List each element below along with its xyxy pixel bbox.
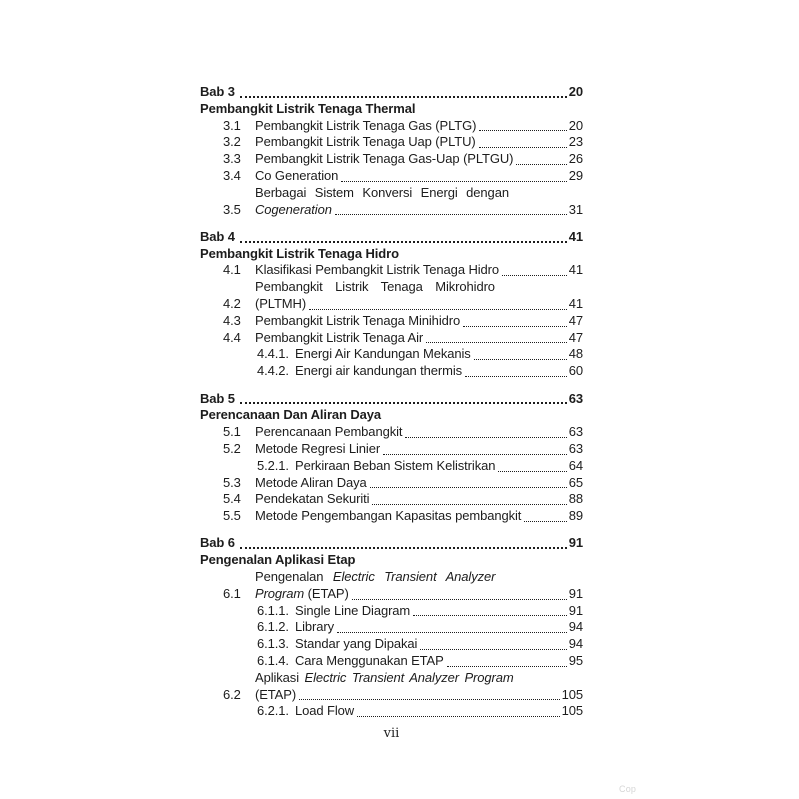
- entry-line: [295, 346, 583, 363]
- dot-leader: [420, 649, 566, 650]
- entry-text: Single Line Diagram: [295, 602, 411, 618]
- dot-leader: [426, 342, 567, 343]
- entry-content: [255, 670, 583, 704]
- entry-text: (PLTMH): [255, 296, 307, 312]
- toc-entry: [200, 185, 583, 219]
- entry-page-number: 105: [561, 703, 583, 719]
- entry-page-number: 26: [568, 151, 583, 167]
- entry-page-number: 23: [568, 134, 583, 150]
- entry-content: [255, 262, 583, 279]
- entry-line: [255, 424, 583, 441]
- dot-leader: [372, 504, 566, 505]
- entry-page-number: 29: [568, 167, 583, 183]
- entry-line: [255, 134, 583, 151]
- entry-page-number: 65: [568, 474, 583, 490]
- dot-leader: [463, 326, 567, 327]
- entry-line: [295, 363, 583, 380]
- entry-content: [255, 313, 583, 330]
- toc-entry: [200, 313, 583, 330]
- entry-text: Metode Pengembangan Kapasitas pembangkit: [255, 508, 522, 524]
- entry-page-number: 95: [568, 653, 583, 668]
- entry-number: 5.3: [223, 474, 241, 490]
- toc-entry: [200, 363, 583, 380]
- toc-entry: [200, 569, 583, 603]
- entry-text: Pembangkit Listrik Tenaga Mikrohidro: [255, 279, 495, 295]
- entry-page-number: 31: [568, 201, 583, 217]
- toc-entry: [200, 168, 583, 185]
- entry-line: [255, 670, 583, 687]
- dot-leader: [383, 454, 567, 455]
- dot-leader: [479, 147, 567, 148]
- entry-content: [255, 118, 583, 135]
- entry-text: Klasifikasi Pembangkit Listrik Tenaga Hidro: [255, 262, 500, 278]
- entry-text: Program: [255, 585, 305, 601]
- table-of-contents: [200, 84, 583, 731]
- toc-chapter-row: [200, 229, 583, 246]
- entry-line: [295, 619, 583, 636]
- chapter-label: Bab 6: [200, 535, 235, 551]
- dot-leader: [474, 359, 567, 360]
- entry-text: Perkiraan Beban Sistem Kelistrikan: [295, 457, 496, 473]
- chapter-page-number: 41: [568, 228, 583, 244]
- toc-entry: [200, 636, 583, 653]
- dot-leader: [498, 471, 566, 472]
- entry-line: [255, 491, 583, 508]
- entry-text: Co Generation: [255, 167, 339, 183]
- entry-text: Pembangkit Listrik Tenaga Minihidro: [255, 312, 461, 328]
- entry-number: 4.1: [223, 262, 241, 278]
- entry-text: Electric Transient Analyzer Program: [304, 669, 514, 685]
- entry-content: [255, 134, 583, 151]
- dot-leader: [465, 376, 567, 377]
- dot-leader: [370, 487, 567, 488]
- dot-leader: [337, 632, 567, 633]
- entry-content: [255, 279, 583, 313]
- entry-text: Load Flow: [295, 703, 355, 719]
- toc-entry: [200, 703, 583, 720]
- toc-entry: [200, 151, 583, 168]
- chapter-label: Bab 3: [200, 84, 235, 99]
- entry-number: 6.1: [223, 585, 241, 601]
- dot-leader: [240, 402, 567, 404]
- entry-number: 6.1.2.: [257, 619, 289, 635]
- entry-content: [255, 185, 583, 219]
- entry-line: [255, 569, 583, 586]
- dot-leader: [240, 241, 567, 243]
- entry-content: [295, 653, 583, 670]
- entry-number: 6.1.3.: [257, 636, 289, 652]
- entry-number: 5.2: [223, 440, 241, 456]
- entry-line: [255, 313, 583, 330]
- toc-entry: [200, 491, 583, 508]
- entry-line: [255, 185, 583, 202]
- entry-content: [255, 491, 583, 508]
- entry-number: 3.2: [223, 134, 241, 150]
- chapter-page-number: 91: [568, 535, 583, 551]
- entry-number: 3.4: [223, 167, 241, 183]
- entry-line: [255, 330, 583, 347]
- entry-text: Pembangkit Listrik Tenaga Gas (PLTG): [255, 117, 477, 133]
- toc-chapter-row: [200, 391, 583, 408]
- entry-text: Electric Transient Analyzer: [332, 569, 496, 585]
- dot-leader: [502, 275, 567, 276]
- entry-line: [255, 168, 583, 185]
- entry-number: 5.5: [223, 508, 241, 524]
- entry-number: 5.1: [223, 424, 241, 440]
- entry-text: Metode Aliran Daya: [255, 474, 367, 490]
- dot-leader: [309, 309, 567, 310]
- dot-leader: [516, 164, 566, 165]
- toc-entry: [200, 441, 583, 458]
- entry-line: [295, 458, 583, 475]
- chapter-title-text: Perencanaan Dan Aliran Daya: [200, 407, 382, 423]
- dot-leader: [524, 521, 566, 522]
- entry-content: [255, 508, 583, 525]
- entry-number: 3.5: [223, 201, 241, 217]
- entry-page-number: 47: [568, 312, 583, 328]
- entry-number: 6.2.1.: [257, 703, 289, 719]
- toc-section: [200, 229, 583, 380]
- entry-number: 4.4.1.: [257, 346, 289, 362]
- entry-content: [295, 363, 583, 380]
- entry-line: [295, 703, 583, 720]
- entry-number: 5.4: [223, 491, 241, 507]
- chapter-title-text: Pembangkit Listrik Tenaga Thermal: [200, 100, 416, 116]
- entry-line: [255, 296, 583, 313]
- entry-text: Library: [295, 619, 335, 635]
- entry-content: [295, 458, 583, 475]
- toc-entry: [200, 603, 583, 620]
- entry-number: 4.3: [223, 312, 241, 328]
- toc-entry: [200, 346, 583, 363]
- entry-number: 6.1.1.: [257, 602, 289, 618]
- entry-text: Berbagai Sistem Konversi Energi dengan: [255, 184, 509, 200]
- entry-text: Cara Menggunakan ETAP: [295, 653, 444, 668]
- toc-section: [200, 535, 583, 720]
- chapter-label: Bab 4: [200, 228, 235, 244]
- entry-number: 4.4: [223, 329, 241, 345]
- entry-text: Energi Air Kandungan Mekanis: [295, 346, 471, 362]
- entry-content: [295, 636, 583, 653]
- dot-leader: [341, 181, 566, 182]
- entry-page-number: 20: [568, 117, 583, 133]
- toc-chapter-title: [200, 552, 583, 569]
- entry-line: [255, 262, 583, 279]
- toc-section: [200, 391, 583, 525]
- entry-page-number: 63: [568, 424, 583, 440]
- entry-content: [255, 151, 583, 168]
- chapter-page-number: 20: [568, 84, 583, 99]
- entry-content: [255, 569, 583, 603]
- entry-line: [255, 441, 583, 458]
- entry-line: [255, 151, 583, 168]
- entry-number: 3.1: [223, 117, 241, 133]
- entry-text: Pendekatan Sekuriti: [255, 491, 370, 507]
- dot-leader: [352, 599, 567, 600]
- toc-entry: [200, 134, 583, 151]
- chapter-title-text: Pembangkit Listrik Tenaga Hidro: [200, 245, 399, 261]
- toc-entry: [200, 279, 583, 313]
- dot-leader: [240, 96, 567, 98]
- dot-leader: [479, 130, 566, 131]
- entry-text: Pengenalan: [255, 569, 333, 585]
- toc-chapter-title: [200, 101, 583, 118]
- entry-page-number: 63: [568, 440, 583, 456]
- entry-content: [295, 619, 583, 636]
- entry-content: [255, 441, 583, 458]
- entry-page-number: 41: [568, 296, 583, 312]
- entry-text: (ETAP): [304, 585, 349, 601]
- dot-leader: [357, 716, 560, 717]
- entry-page-number: 105: [561, 686, 583, 702]
- toc-entry: [200, 475, 583, 492]
- entry-number: 4.4.2.: [257, 363, 289, 379]
- dot-leader: [335, 214, 567, 215]
- toc-entry: [200, 653, 583, 670]
- dot-leader: [240, 547, 567, 549]
- toc-entry: [200, 330, 583, 347]
- watermark-text: Cop: [619, 784, 637, 794]
- entry-content: [295, 703, 583, 720]
- chapter-label: Bab 5: [200, 390, 235, 406]
- entry-content: [255, 168, 583, 185]
- entry-line: [255, 475, 583, 492]
- entry-page-number: 41: [568, 262, 583, 278]
- chapter-title-text: Pengenalan Aplikasi Etap: [200, 552, 356, 568]
- page-footer: [200, 726, 583, 741]
- entry-text: Energi air kandungan thermis: [295, 363, 463, 379]
- entry-line: [255, 508, 583, 525]
- entry-line: [255, 202, 583, 219]
- entry-text: Pembangkit Listrik Tenaga Uap (PLTU): [255, 134, 476, 150]
- dot-leader: [299, 699, 560, 700]
- toc-entry: [200, 670, 583, 704]
- entry-page-number: 94: [568, 636, 583, 652]
- entry-content: [255, 424, 583, 441]
- toc-chapter-title: [200, 407, 583, 424]
- entry-text: Pembangkit Listrik Tenaga Air: [255, 329, 424, 345]
- entry-text: Standar yang Dipakai: [295, 636, 418, 652]
- toc-entry: [200, 118, 583, 135]
- entry-content: [255, 475, 583, 492]
- toc-entry: [200, 458, 583, 475]
- entry-page-number: 89: [568, 508, 583, 524]
- entry-text: Metode Regresi Linier: [255, 440, 381, 456]
- entry-line: [255, 586, 583, 603]
- entry-content: [295, 603, 583, 620]
- page-number: vii: [383, 726, 400, 741]
- entry-line: [255, 118, 583, 135]
- entry-content: [255, 330, 583, 347]
- entry-page-number: 47: [568, 329, 583, 345]
- entry-page-number: 91: [568, 585, 583, 601]
- entry-page-number: 94: [568, 619, 583, 635]
- toc-entry: [200, 619, 583, 636]
- entry-number: 6.1.4.: [257, 653, 289, 668]
- toc-entry: [200, 424, 583, 441]
- entry-text: Pembangkit Listrik Tenaga Gas-Uap (PLTGU): [255, 151, 514, 167]
- entry-text: Aplikasi: [255, 669, 305, 685]
- entry-text: Perencanaan Pembangkit: [255, 424, 403, 440]
- entry-line: [295, 603, 583, 620]
- dot-leader: [447, 666, 567, 667]
- entry-number: 6.2: [223, 686, 241, 702]
- entry-page-number: 64: [568, 457, 583, 473]
- entry-content: [295, 346, 583, 363]
- toc-chapter-row: [200, 84, 583, 101]
- entry-page-number: 48: [568, 346, 583, 362]
- entry-line: [255, 687, 583, 704]
- toc-entry: [200, 508, 583, 525]
- entry-line: [295, 653, 583, 670]
- entry-number: 3.3: [223, 151, 241, 167]
- entry-line: [295, 636, 583, 653]
- toc-section: [200, 84, 583, 218]
- entry-page-number: 91: [568, 602, 583, 618]
- entry-page-number: 88: [568, 491, 583, 507]
- entry-text: Cogeneration: [255, 201, 332, 217]
- chapter-page-number: 63: [568, 390, 583, 406]
- dot-leader: [413, 615, 567, 616]
- toc-chapter-title: [200, 246, 583, 263]
- dot-leader: [405, 437, 566, 438]
- toc-chapter-row: [200, 535, 583, 552]
- entry-line: [255, 279, 583, 296]
- entry-number: 4.2: [223, 296, 241, 312]
- toc-entry: [200, 262, 583, 279]
- entry-number: 5.2.1.: [257, 457, 289, 473]
- entry-page-number: 60: [568, 363, 583, 379]
- entry-text: (ETAP): [255, 686, 297, 702]
